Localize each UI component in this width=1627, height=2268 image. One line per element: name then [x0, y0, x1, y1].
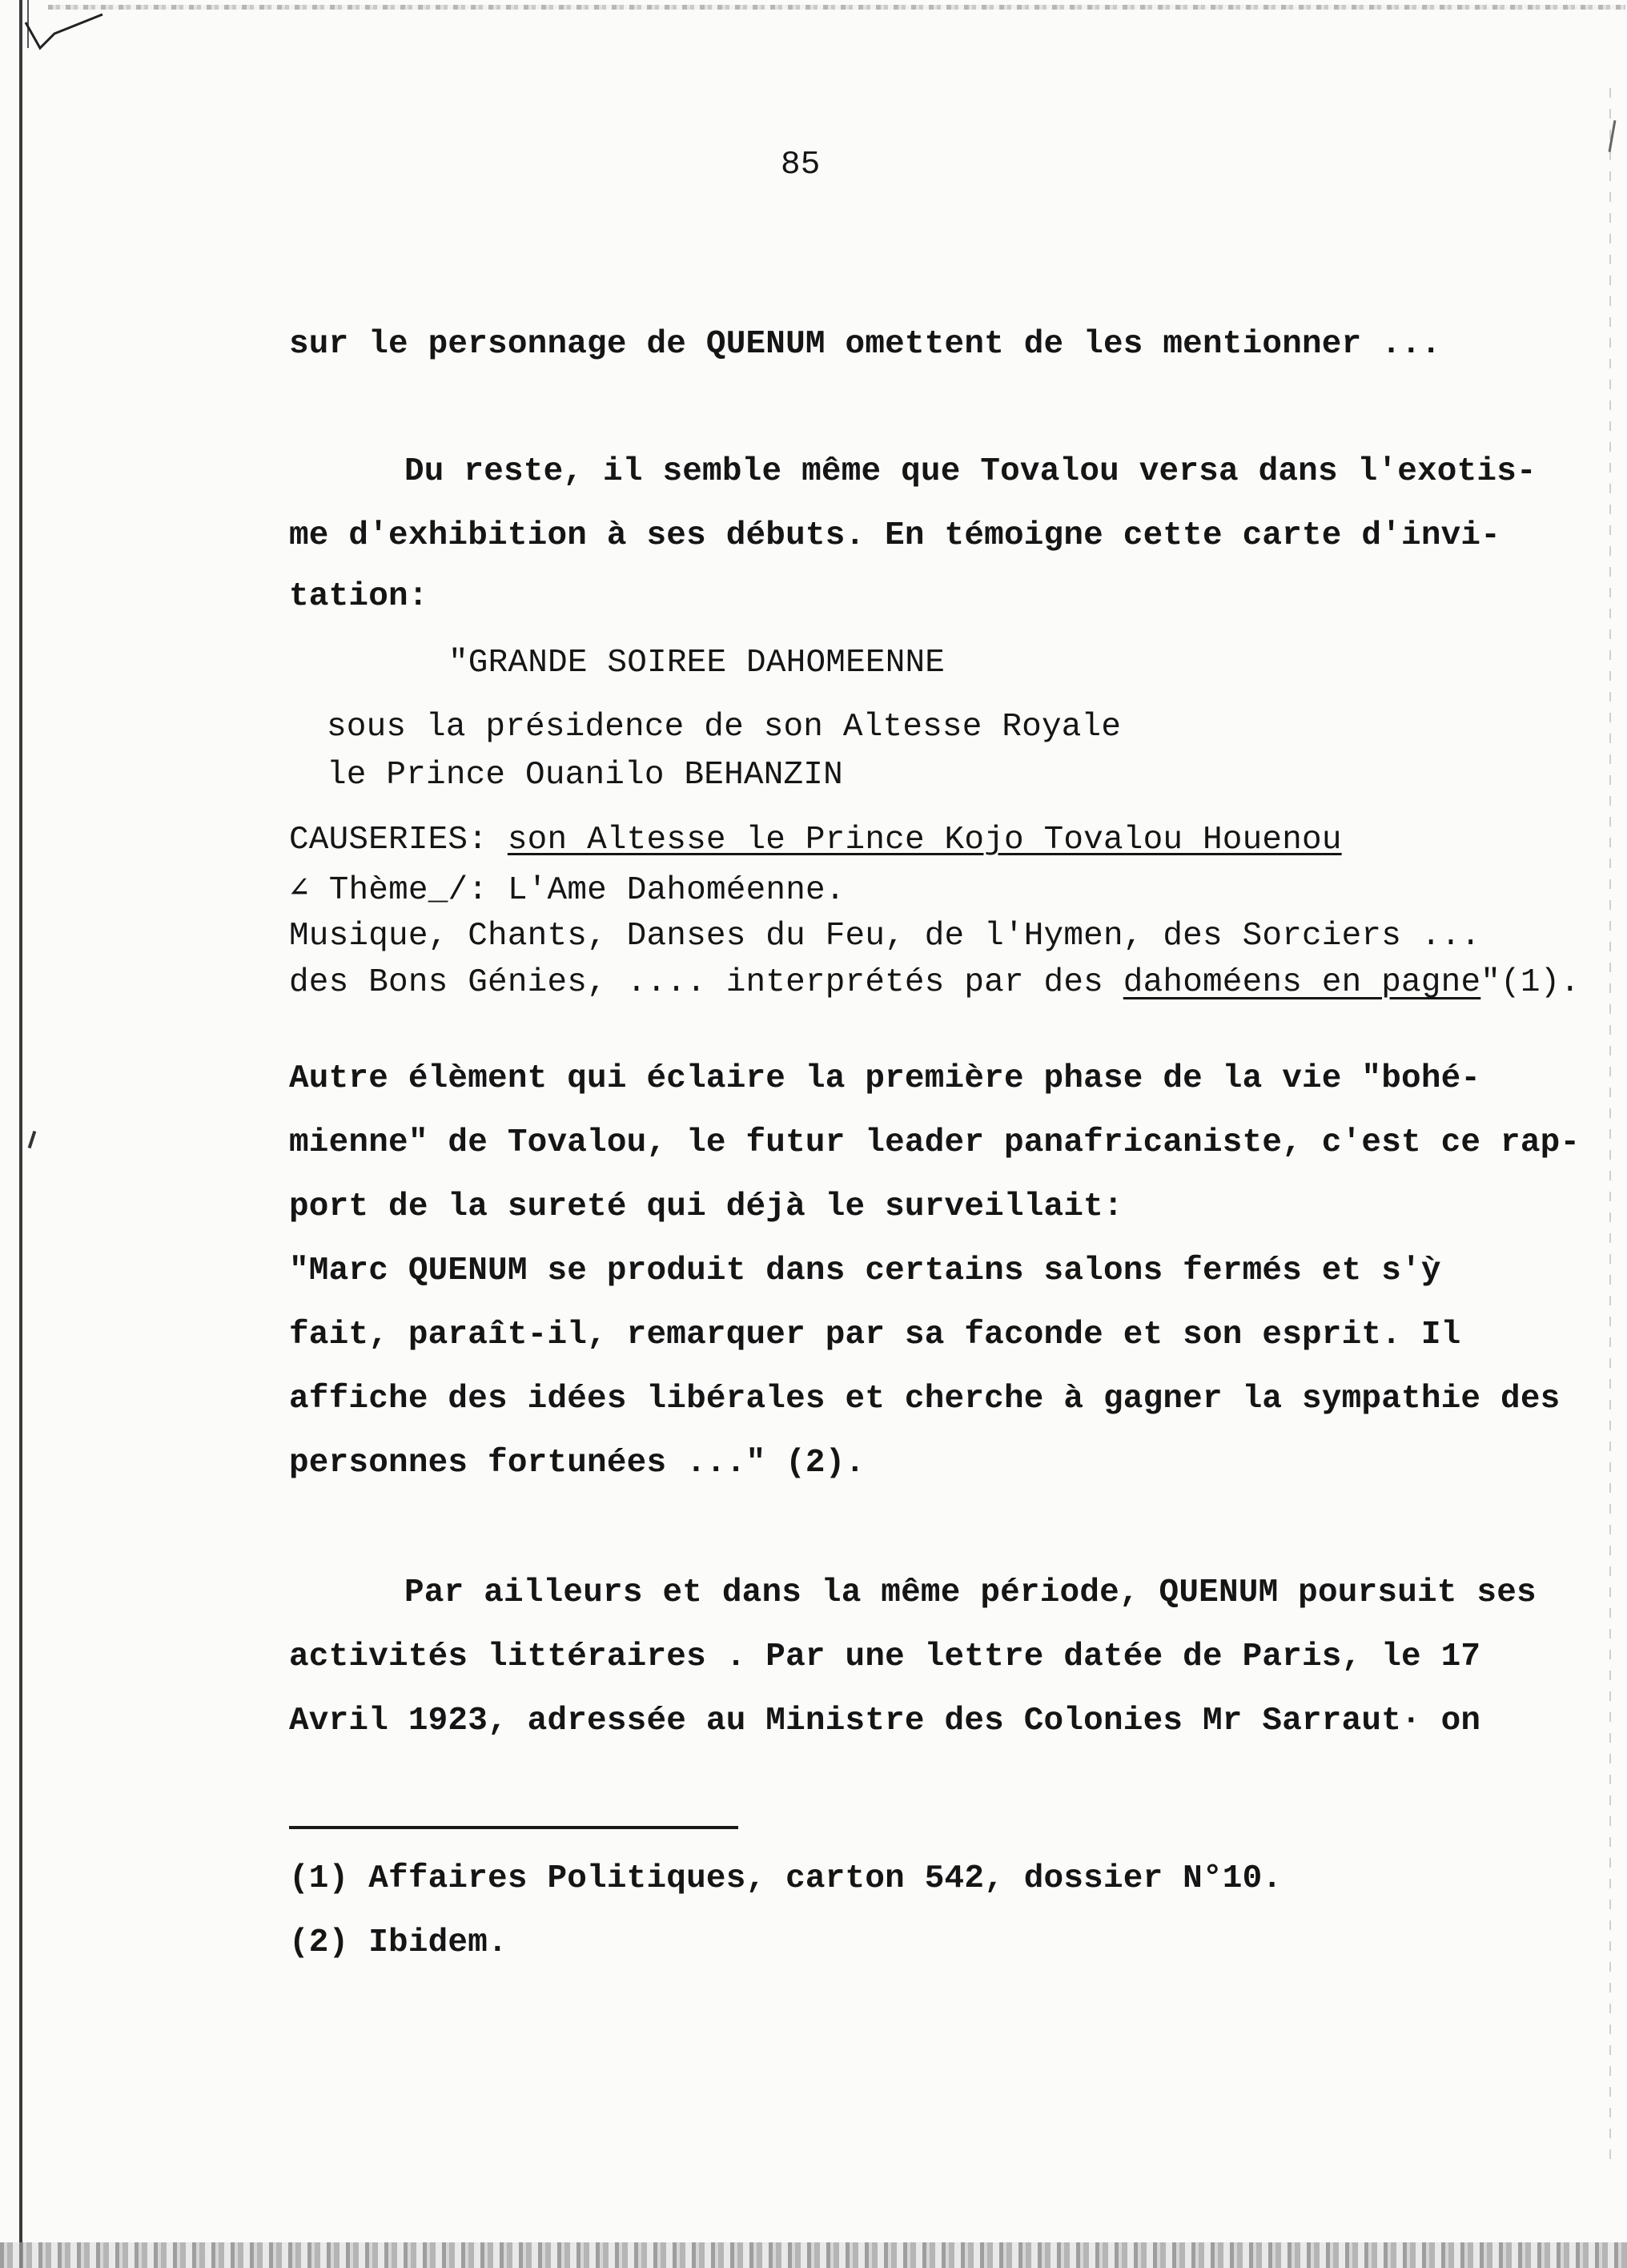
genies-prefix: des Bons Génies, .... interprétés par des: [289, 964, 1103, 1001]
invitation-theme: [289, 868, 846, 909]
scan-bottom-edge: [0, 2242, 1627, 2268]
margin-mark: [28, 1131, 37, 1148]
invitation-line: sous la présidence de son Altesse Royale: [327, 709, 1122, 746]
causeries-value: son Altesse le Prince Kojo Tovalou Houenou: [507, 822, 1342, 859]
invitation-music: Musique, Chants, Danses du Feu, de l'Hymen, des Sorciers ...: [289, 918, 1481, 955]
text-line: tation:: [289, 578, 428, 615]
footnote: (1) Affaires Politiques, carton 542, dossier N°10.: [289, 1860, 1283, 1897]
text-line: affiche des idées libérales et cherche à gagner la sympathie des: [289, 1381, 1561, 1418]
text-line: personnes fortunées ..." (2).: [289, 1445, 866, 1482]
theme-value: L'Ame Dahoméenne.: [507, 872, 846, 909]
theme-label: ∠ Thème_/:: [289, 872, 488, 909]
genies-underlined: dahoméens en pagne: [1123, 964, 1481, 1001]
genies-suffix: "(1).: [1480, 964, 1581, 1001]
page-number: 85: [781, 147, 821, 183]
text-line: activités littéraires . Par une lettre datée de Paris, le 17: [289, 1639, 1481, 1675]
invitation-causeries: [289, 822, 1342, 859]
text-line: fait, paraît-il, remarquer par sa faconde et son esprit. Il: [289, 1317, 1461, 1353]
text-line: Avril 1923, adressée au Ministre des Colonies Mr Sarraut· on: [289, 1703, 1481, 1739]
invitation-genies: [289, 964, 1580, 1001]
scan-right-edge: [1609, 88, 1611, 2170]
text-line: port de la sureté qui déjà le surveillait:: [289, 1188, 1123, 1225]
causeries-label: CAUSERIES:: [289, 822, 488, 859]
text-line: mienne" de Tovalou, le futur leader panafricaniste, c'est ce rap-: [289, 1124, 1581, 1161]
text-line: "Marc QUENUM se produit dans certains salons fermés et s'ỳ: [289, 1253, 1441, 1289]
text-line: sur le personnage de QUENUM omettent de les mentionner ...: [289, 326, 1441, 363]
text-line: Autre élèment qui éclaire la première phase de la vie "bohé-: [289, 1060, 1481, 1097]
footnote: (2) Ibidem.: [289, 1924, 508, 1961]
text-line: me d'exhibition à ses débuts. En témoigne cette carte d'invi-: [289, 517, 1501, 554]
text-line: Par ailleurs et dans la même période, QUENUM poursuit ses: [404, 1574, 1537, 1611]
invitation-title: "GRANDE SOIREE DAHOMEENNE: [448, 645, 946, 682]
text-line: Du reste, il semble même que Tovalou versa dans l'exotis-: [404, 453, 1537, 490]
footnote-rule: [289, 1826, 738, 1829]
scan-top-edge: [48, 5, 1625, 10]
invitation-line: le Prince Ouanilo BEHANZIN: [327, 757, 843, 794]
check-mark-icon: [22, 6, 110, 54]
scan-left-edge: [19, 0, 22, 2268]
